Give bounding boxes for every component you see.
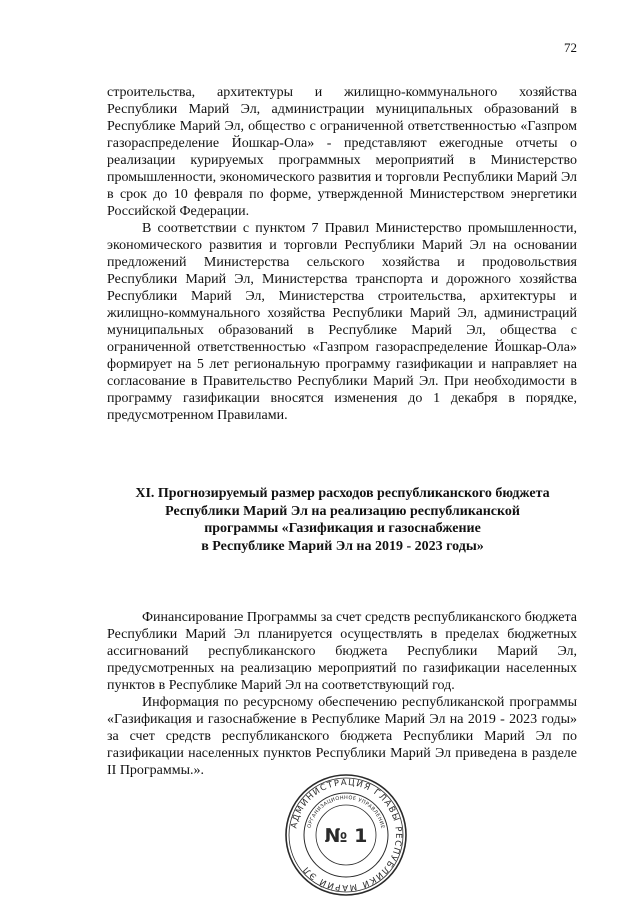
paragraph-financing: Финансирование Программы за счет средств республиканского бюджета Республики Марий Эл планируется осуществлять в пределах бюджетных ассигнований республиканского бюджета Республики Марий Эл, предусмотренных на реализацию мероприятий по газификации населенных пунктов в Республике Марий Эл на соответствующий год. [107, 610, 577, 693]
paragraph-resource-info: Информация по ресурсному обеспечению республиканской программы «Газификация и газоснабжение в Республике Марий Эл на 2019 - 2023 годы» за счет средств республиканского бюджета Республики Марий Эл по газификации населенных пунктов Республики Марий Эл приведена в разделе II Программы.». [107, 695, 577, 778]
official-seal-stamp [283, 772, 409, 898]
section-heading-line: XI. Прогнозируемый размер расходов республиканского бюджета [135, 486, 550, 501]
seal-number: № 1 [324, 825, 368, 847]
text-block-top [107, 84, 577, 424]
section-heading-line: программы «Газификация и газоснабжение [204, 521, 481, 536]
seal-inner-text: ОРГАНИЗАЦИОННОЕ УПРАВЛЕНИЕ [306, 794, 386, 830]
paragraph-reports: строительства, архитектуры и жилищно-коммунального хозяйства Республики Марий Эл, администрации муниципальных образований в Республике Марий Эл, общество с ограниченной ответственностью «Газпром газораспределение Йошкар-Ола» - представляют ежегодные отчеты о реализации курируемых программных мероприятий в Министерство промышленности, экономического развития и торговли Республики Марий Эл в срок до 10 февраля по форме, утвержденной Министерством энергетики Российской Федерации. [107, 85, 577, 219]
text-block-bottom [107, 609, 577, 779]
paragraph-rules: В соответствии с пунктом 7 Правил Министерство промышленности, экономического развития и торговли Республики Марий Эл на основании предложений Министерства сельского хозяйства и продовольствия Республики Марий Эл, Министерства транспорта и дорожного хозяйства Республики Марий Эл, Министерства строительства, архитектуры и жилищно-коммунального хозяйства Республики Марий Эл, администраций муниципальных образований в Республике Марий Эл, общества с ограниченной ответственностью «Газпром газораспределение Йошкар-Ола» формирует на 5 лет региональную программу газификации и направляет на согласование в Правительство Республики Марий Эл. При необходимости в программу газификации вносятся изменения до 1 декабря в порядке, предусмотренном Правилами. [107, 221, 577, 423]
section-heading-line: Республики Марий Эл на реализацию республиканской [165, 503, 520, 519]
section-heading-line: в Республике Марий Эл на 2019 - 2023 годы» [201, 538, 484, 554]
seal-outer-text: АДМИНИСТРАЦИЯ ГЛАВЫ РЕСПУБЛИКИ МАРИЙ ЭЛ [289, 777, 404, 893]
seal-icon [283, 772, 409, 898]
page-number: 72 [564, 40, 577, 55]
section-heading [100, 485, 585, 555]
